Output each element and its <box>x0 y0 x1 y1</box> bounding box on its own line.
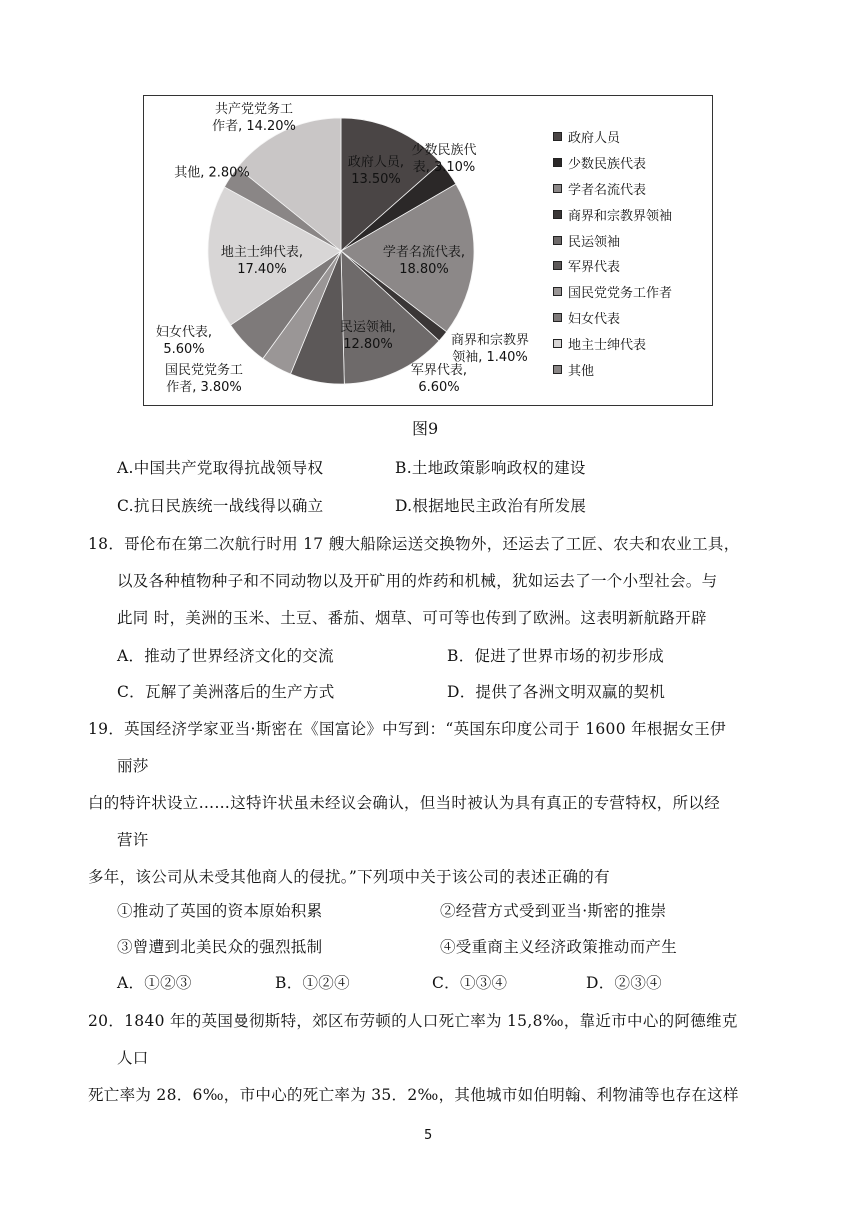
q18-stem-line2: 以及各种植物种子和不同动物以及开矿用的炸药和机械，犹如运去了一个小型社会。与 <box>117 572 718 590</box>
legend-item-1 <box>553 124 672 150</box>
legend-swatch <box>553 261 562 270</box>
legend-swatch <box>553 158 562 167</box>
pie-slice-label-8: 妇女代表, 5.60% <box>155 325 213 357</box>
q18-option-d: D．提供了各洲文明双赢的契机 <box>447 683 666 701</box>
pie-chart-figure <box>143 95 713 406</box>
legend-label: 政府人员 <box>568 131 621 147</box>
q19-option-d: D．②③④ <box>586 974 662 992</box>
q19-statement-4: ④受重商主义经济政策推动而产生 <box>440 938 678 956</box>
legend-swatch <box>553 132 562 141</box>
legend-item-6 <box>553 253 672 279</box>
legend-swatch <box>553 184 562 193</box>
legend-item-3 <box>553 176 672 202</box>
q19-statement-2: ②经营方式受到亚当·斯密的推崇 <box>440 902 667 920</box>
legend-item-9 <box>553 330 672 356</box>
q17-option-c: C.抗日民族统一战线得以确立 <box>117 497 324 515</box>
legend-label: 军界代表 <box>568 260 621 276</box>
q19-stem-line4: 营许 <box>117 831 149 849</box>
legend-label: 其他 <box>568 363 595 379</box>
q19-option-a: A．①②③ <box>117 974 192 992</box>
legend-label: 学者名流代表 <box>568 182 647 198</box>
q17-option-a: A.中国共产党取得抗战领导权 <box>117 459 324 477</box>
q18-option-c: C．瓦解了美洲落后的生产方式 <box>117 683 335 701</box>
legend-label: 民运领袖 <box>568 234 621 250</box>
q19-option-c: C．①③④ <box>432 974 508 992</box>
pie-slice-label-5: 民运领袖, 12.80% <box>339 320 397 352</box>
legend-label: 地主士绅代表 <box>568 337 647 353</box>
q19-stem-line1: 19．英国经济学家亚当·斯密在《国富论》中写到：“英国东印度公司于 1600 年根据女王伊 <box>88 720 726 738</box>
pie-slice-label-3: 学者名流代表, 18.80% <box>382 245 466 277</box>
q18-stem-line3: 此同 时，美洲的玉米、土豆、番茄、烟草、可可等也传到了欧洲。这表明新航路开辟 <box>117 609 707 627</box>
q19-statement-1: ①推动了英国的资本原始积累 <box>117 902 323 920</box>
q18-stem-line1: 18．哥伦布在第二次航行时用 17 艘大船除运送交换物外，还运去了工匠、农夫和农业工具， <box>88 535 740 553</box>
pie-slice-label-2: 少数民族代 表, 3.10% <box>411 143 477 175</box>
q20-stem-line3: 死亡率为 28．6‰，市中心的死亡率为 35．2‰，其他城市如伯明翰、利物浦等也存在这样 <box>88 1086 739 1104</box>
legend-item-2 <box>553 150 672 176</box>
pie-slice-label-11: 共产党党务工 作者, 14.20% <box>212 102 296 134</box>
pie-slice-label-6: 军界代表, 6.60% <box>410 363 468 395</box>
q19-stem-line5: 多年，该公司从未受其他商人的侵扰。”下列项中关于该公司的表述正确的有 <box>88 868 610 886</box>
q19-stem-line3: 白的特许状设立……这特许状虽未经议会确认，但当时被认为具有真正的专营特权，所以经 <box>88 794 721 812</box>
q17-option-d: D.根据地民主政治有所发展 <box>395 497 587 515</box>
q20-stem-line1: 20．1840 年的英国曼彻斯特，郊区布劳顿的人口死亡率为 15,8‰，靠近市中心的阿德维克 <box>88 1012 738 1030</box>
pie-slice-label-4: 商界和宗教界 领袖, 1.40% <box>450 333 530 365</box>
page-number: 5 <box>424 1128 433 1143</box>
q17-option-b: B.土地政策影响政权的建设 <box>395 459 586 477</box>
legend-swatch <box>553 210 562 219</box>
pie-slice-label-10: 其他, 2.80% <box>174 165 250 181</box>
pie-slice-label-7: 国民党党务工 作者, 3.80% <box>164 363 244 395</box>
legend-swatch <box>553 339 562 348</box>
q19-option-b: B．①②④ <box>275 974 350 992</box>
legend-item-10 <box>553 356 672 382</box>
q19-stem-line2: 丽莎 <box>117 757 149 775</box>
legend-swatch <box>553 365 562 374</box>
legend-item-8 <box>553 305 672 331</box>
legend-swatch <box>553 236 562 245</box>
pie-slice-label-1: 政府人员, 13.50% <box>347 155 405 187</box>
legend-label: 妇女代表 <box>568 311 621 327</box>
legend-item-7 <box>553 279 672 305</box>
legend-label: 商界和宗教界领袖 <box>568 208 673 224</box>
legend-swatch <box>553 313 562 322</box>
pie-slice-label-9: 地主士绅代表, 17.40% <box>220 245 304 277</box>
q18-option-a: A．推动了世界经济文化的交流 <box>117 647 334 665</box>
figure-caption: 图9 <box>412 419 439 438</box>
legend-label: 国民党党务工作者 <box>568 286 673 302</box>
q20-stem-line2: 人口 <box>117 1049 149 1067</box>
legend-item-4 <box>553 201 672 227</box>
q18-option-b: B．促进了世界市场的初步形成 <box>447 647 665 665</box>
q19-statement-3: ③曾遭到北美民众的强烈抵制 <box>117 938 323 956</box>
legend-item-5 <box>553 227 672 253</box>
chart-legend <box>553 124 672 382</box>
legend-swatch <box>553 287 562 296</box>
legend-label: 少数民族代表 <box>568 157 647 173</box>
